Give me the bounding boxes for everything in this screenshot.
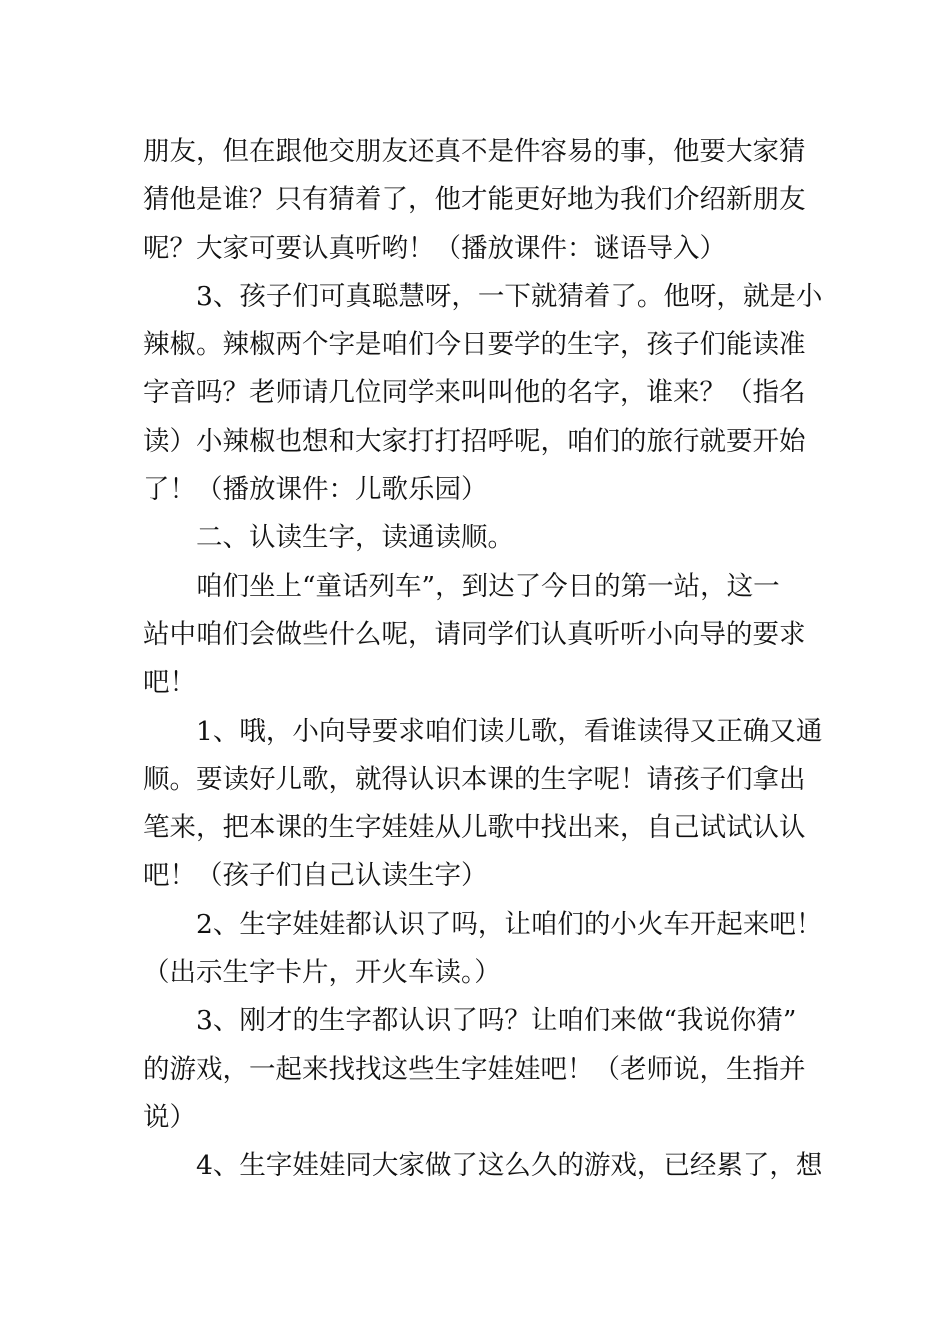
text-line: 的游戏，一起来找找这些生字娃娃吧！（老师说，生指并 (143, 1053, 806, 1085)
text-line: 顺。要读好儿歌，就得认识本课的生字呢！请孩子们拿出 (143, 763, 806, 795)
text-line: 咱们坐上“童话列车”，到达了今日的第一站，这一 (196, 570, 780, 602)
text-line: 呢？大家可要认真听哟！（播放课件：谜语导入） (143, 232, 726, 264)
section-heading: 二、认读生字，读通读顺。 (196, 522, 514, 554)
text-line: 吧！ (143, 667, 196, 699)
text-line: 读）小辣椒也想和大家打打招呼呢，咱们的旅行就要开始 (143, 425, 806, 457)
text-line: 3、孩子们可真聪慧呀，一下就猜着了。他呀，就是小 (196, 280, 823, 312)
text-line: 2、生字娃娃都认识了吗，让咱们的小火车开起来吧！ (196, 908, 823, 940)
text-line: 1、哦，小向导要求咱们读儿歌，看谁读得又正确又通 (196, 715, 823, 747)
text-line: 笔来，把本课的生字娃娃从儿歌中找出来，自己试试认认 (143, 812, 806, 844)
text-line: 站中咱们会做些什么呢，请同学们认真听听小向导的要求 (143, 618, 806, 650)
text-line: 辣椒。辣椒两个字是咱们今日要学的生字，孩子们能读准 (143, 329, 806, 361)
text-line: 字音吗？老师请几位同学来叫叫他的名字，谁来？（指名 (143, 377, 806, 409)
text-line: 4、生字娃娃同大家做了这么久的游戏，已经累了，想 (196, 1150, 823, 1182)
text-line: 猜他是谁？只有猜着了，他才能更好地为我们介绍新朋友 (143, 184, 806, 216)
text-line: 吧！（孩子们自己认读生字） (143, 860, 488, 892)
text-line: （出示生字卡片，开火车读。） (143, 957, 501, 989)
text-line: 3、刚才的生字都认识了吗？让咱们来做“我说你猜” (196, 1005, 797, 1037)
text-line: 朋友，但在跟他交朋友还真不是件容易的事，他要大家猜 (143, 136, 806, 167)
text-line: 了！（播放课件：儿歌乐园） (143, 474, 488, 506)
text-line: 说） (143, 1101, 196, 1133)
body-text (143, 128, 823, 1191)
